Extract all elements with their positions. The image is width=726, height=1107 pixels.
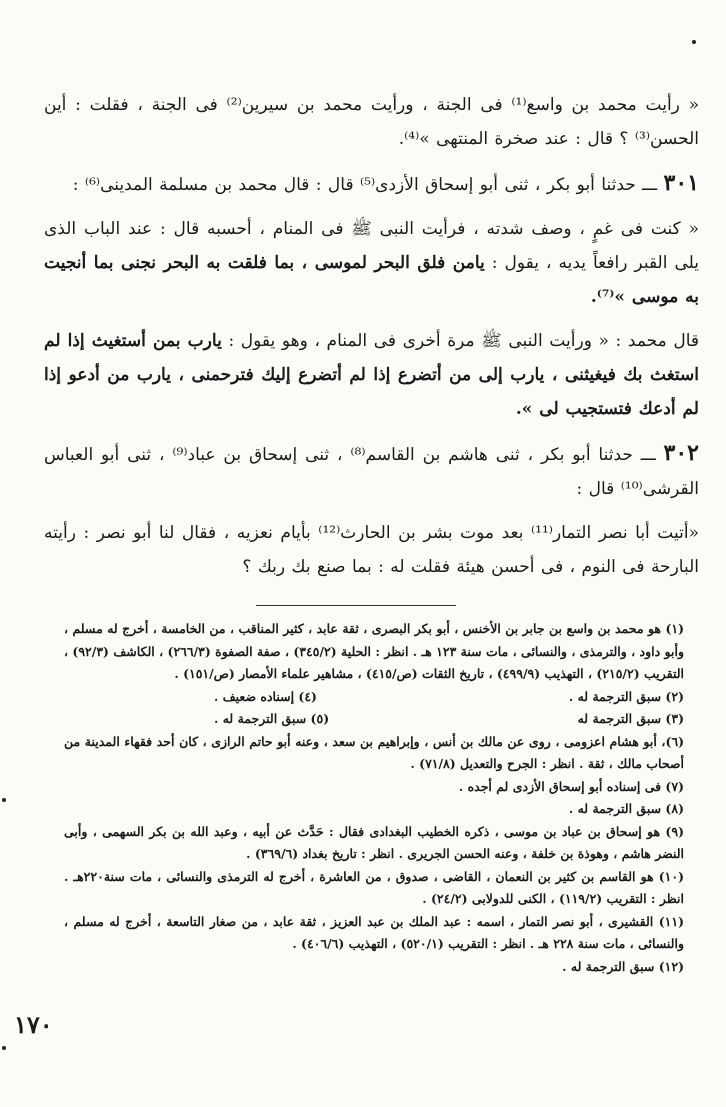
- paragraph-302: [44, 436, 699, 506]
- page-number: ١٧٠: [14, 1010, 53, 1039]
- scan-speck: [692, 40, 696, 44]
- paragraph-301: [44, 166, 699, 202]
- footnote-8: (٨) سبق الترجمة له .: [568, 801, 684, 816]
- footnote-row-3-5: [64, 708, 684, 731]
- paragraph-3-text: « كنت فى غمٍ ، وصف شدته ، فرأيت النبى ﷺ فى المنام ، أحسبه قال : عند الباب الذى يلى القبر رافعاً يديه ، يقول :: [44, 219, 699, 273]
- footnote-3: (٣) سبق الترجمة له: [577, 711, 684, 726]
- paragraph-3-bold: يامن فلق البحر لموسى ، بما فلقت به البحر نجنى بما أنجيت به موسى »⁽⁷⁾.: [44, 253, 699, 307]
- footnote-row-2-4: [64, 686, 684, 709]
- footnote-4: (٤) إسناده ضعيف .: [214, 688, 317, 704]
- paragraph-4-text: قال محمد : « ورأيت النبى ﷺ مرة أخرى فى المنام ، وهو يقول :: [228, 331, 700, 351]
- footnote-10: (١٠) هو القاسم بن كثير بن النعمان ، القاضى ، صدوق ، من العاشرة ، أخرج له الترمذى والنسائى ، مات سنة٢٢٠هـ . انظر : التقريب (١١٩/٢) ، الكنى للدولابى (٢٤/٢) .: [64, 868, 684, 906]
- scan-speck: [2, 798, 6, 802]
- hadith-number-302: ٣٠٢: [663, 440, 699, 466]
- footnote-11: (١١) القشيرى ، أبو نصر التمار ، اسمه : عبد الملك بن عبد العزيز ، ثقة عابد ، من صغار التاسعة ، أخرج له مسلم ، والنسائى ، مات سنة ٢٢٨ هـ . انظر : التقريب (٥٢٠/١) ، التهذيب (٤٠٦/٦) .: [64, 913, 684, 951]
- paragraph-3: [44, 212, 699, 314]
- paragraph-1: « رأيت محمد بن واسع⁽¹⁾ فى الجنة ، ورأيت محمد بن سيرين⁽²⁾ فى الجنة ، فقلت : أين الحسن⁽³⁾ ؟ قال : عند صخرة المنتهى »⁽⁴⁾.: [44, 95, 700, 149]
- paragraph-4: [44, 324, 699, 426]
- hadith-302-text: ـــ حدثنا أبو بكر ، ثنى هاشم بن القاسم⁽⁸⁾ ، ثنى إسحاق بن عباد⁽⁹⁾ ، ثنى أبو العباس القرشى⁽¹⁰⁾ قال :: [44, 445, 699, 499]
- footnote-6: (٦)، أبو هشام اعزومى ، روى عن مالك بن أنس ، وإبراهيم بن سعد ، وعنه أبو حاتم الرازى ، كان أحد فقهاء المدينة من أصحاب مالك ، ثقة . انظر : الجرح والتعديل (٧١/٨) .: [64, 733, 684, 771]
- hadith-301-text: ـــ حدثنا أبو بكر ، ثنى أبو إسحاق الأزدى⁽⁵⁾ قال : قال محمد بن مسلمة المدينى⁽⁶⁾ :: [72, 175, 658, 195]
- footnote-1: (١) هو محمد بن واسع بن جابر بن الأخنس ، أبو بكر البصرى ، ثقة عابد ، كثير المناقب ، من الخامسة ، أخرج له مسلم ، وأبو داود ، والترمذى ، والنسائى ، مات سنة ١٢٣ هـ . انظر : الحلية (٣٤٥/٢) ، صفة الصفوة (٢٦٦/٣) ، الكاشف (٩٢/٣) ، التقريب (٢١٥/٢) ، التهذيب (٤٩٩/٩) ، تاريخ الثقات (ص/٤١٥) ، مشاهير علماء الأمصار (ص/١٥١) .: [64, 621, 685, 681]
- paragraph-4-bold: يارب بمن أستغيث إذا لم استغث بك فيغيثنى ، يارب إلى من أتضرع إذا لم أتضرع إليك فترحمنى ، يارب من أدعو إذا لم أدعك فتستجيب لى ».: [44, 331, 699, 419]
- footnote-7: (٧) فى إسناده أبو إسحاق الأزدى لم أجده .: [458, 778, 684, 794]
- footnote-divider: [256, 605, 456, 606]
- footnote-12: (١٢) سبق الترجمة له .: [562, 958, 684, 974]
- footnote-2: (٢) سبق الترجمة له .: [568, 688, 684, 704]
- scan-speck: [2, 1046, 6, 1050]
- hadith-number-301: ٣٠١: [663, 170, 699, 196]
- main-text: [44, 88, 699, 594]
- footnotes: [64, 618, 684, 978]
- footnote-5: (٥) سبق الترجمة له .: [214, 711, 330, 726]
- paragraph-6: «أتيت أبا نصر التمار⁽¹¹⁾ بعد موت بشر بن الحارث⁽¹²⁾ بأيام نعزيه ، فقال لنا أبو نصر : رأيته البارحة فى النوم ، فى أحسن هيئة فقلت له : بما صنع بك ربك ؟: [44, 523, 699, 577]
- footnote-9: (٩) هو إسحاق بن عباد بن موسى ، ذكره الخطيب البغدادى فقال : حَدَّث عن أبيه ، وعبد الله بن بكر السهمى ، وأبى النضر هاشم ، وهوذة بن خلفة ، وعنه الحسن الجريرى . انظر : تاريخ بغداد (٣٦٩/٦) .: [64, 823, 684, 861]
